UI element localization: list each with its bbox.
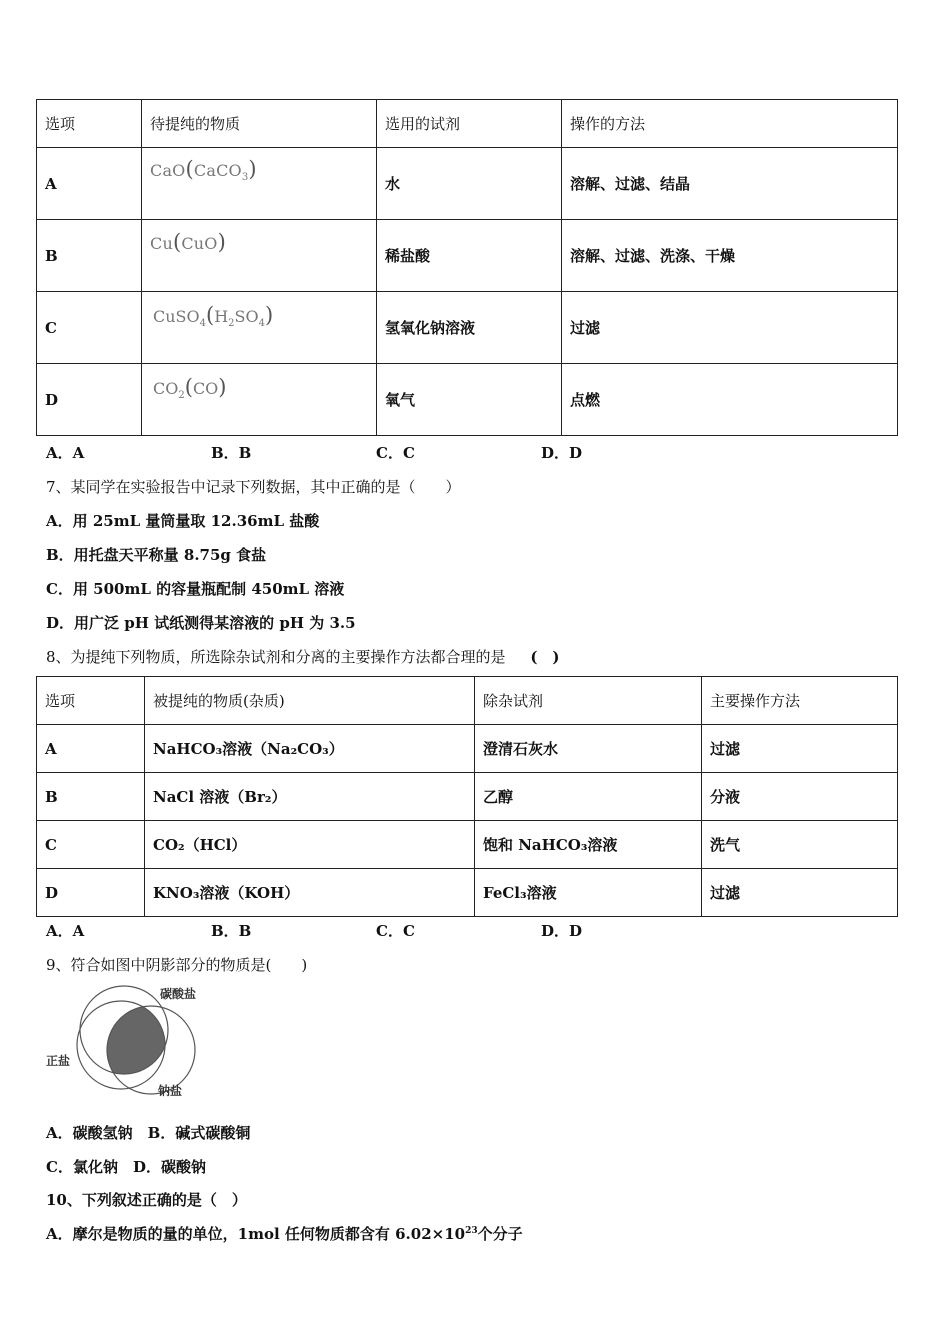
q9-stem: 9、符合如图中阴影部分的物质是( ) xyxy=(46,956,308,974)
substance-cell: CaO(CaCO$_3$) xyxy=(142,148,377,220)
q8-answer-c[interactable]: C．C xyxy=(376,922,415,940)
method-cell: 过滤 xyxy=(562,292,898,364)
method-cell: 溶解、过滤、洗涤、干燥 xyxy=(562,220,898,292)
table-1-header: 待提纯的物质 xyxy=(142,100,377,148)
reagent-cell: 稀盐酸 xyxy=(377,220,562,292)
method-cell: 过滤 xyxy=(702,725,898,773)
table-2-header-row xyxy=(37,677,898,725)
table-1-header-row xyxy=(37,100,898,148)
method-cell: 过滤 xyxy=(702,869,898,917)
option-cell: A xyxy=(37,725,145,773)
answer-option-c[interactable]: C．C xyxy=(376,444,415,462)
q7-stem: 7、某同学在实验报告中记录下列数据，其中正确的是（ ） xyxy=(46,478,461,496)
q7-option-d[interactable]: D．用广泛 pH 试纸测得某溶液的 pH 为 3.5 xyxy=(46,614,356,632)
table-row xyxy=(37,725,898,773)
table-1-header: 操作的方法 xyxy=(562,100,898,148)
substance-cell: NaHCO₃溶液（Na₂CO₃） xyxy=(145,725,475,773)
q8-answer-d[interactable]: D．D xyxy=(541,922,583,940)
q10-stem: 10、下列叙述正确的是（ ） xyxy=(46,1191,247,1209)
method-cell: 分液 xyxy=(702,773,898,821)
label-sodium-salt: 钠盐 xyxy=(158,1084,183,1098)
table-row xyxy=(37,869,898,917)
substance-cell: CO₂（HCl） xyxy=(145,821,475,869)
option-cell: C xyxy=(37,292,142,364)
table-1-header: 选用的试剂 xyxy=(377,100,562,148)
table-row xyxy=(37,148,898,220)
reagent-cell: 乙醇 xyxy=(475,773,702,821)
q8-answer-b[interactable]: B．B xyxy=(211,922,252,940)
q8-answer-a[interactable]: A．A xyxy=(46,922,85,940)
formula-cuso4: $CuSO_4(H_2SO_4)$ xyxy=(153,303,274,329)
substance-cell: KNO₃溶液（KOH） xyxy=(145,869,475,917)
q9-options-line-1[interactable]: A．碳酸氢钠 B．碱式碳酸铜 xyxy=(46,1124,251,1142)
method-cell: 点燃 xyxy=(562,364,898,436)
table-row xyxy=(37,821,898,869)
option-cell: B xyxy=(37,773,145,821)
substance-cell: Cu(CuO) xyxy=(142,220,377,292)
answer-option-d[interactable]: D．D xyxy=(541,444,583,462)
table-2-header: 主要操作方法 xyxy=(702,677,898,725)
option-cell: B xyxy=(37,220,142,292)
method-cell: 溶解、过滤、结晶 xyxy=(562,148,898,220)
option-cell: D xyxy=(37,364,142,436)
label-normal-salt: 正盐 xyxy=(46,1054,71,1068)
q7-option-b[interactable]: B．用托盘天平称量 8.75g 食盐 xyxy=(46,546,267,564)
q7-option-a[interactable]: A．用 25mL 量筒量取 12.36mL 盐酸 xyxy=(46,512,320,530)
table-2-header: 选项 xyxy=(37,677,145,725)
option-cell: A xyxy=(37,148,142,220)
table-2-header: 被提纯的物质(杂质) xyxy=(145,677,475,725)
table-2-header: 除杂试剂 xyxy=(475,677,702,725)
reagent-cell: FeCl₃溶液 xyxy=(475,869,702,917)
formula-co2: $CO_2(CO)$ xyxy=(153,375,227,401)
answer-option-a[interactable]: A．A xyxy=(46,444,85,462)
q7-option-c[interactable]: C．用 500mL 的容量瓶配制 450mL 溶液 xyxy=(46,580,345,598)
reagent-cell: 氢氧化钠溶液 xyxy=(377,292,562,364)
venn-diagram xyxy=(44,985,214,1100)
table-2 xyxy=(36,676,898,917)
reagent-cell: 水 xyxy=(377,148,562,220)
label-carbonate: 碳酸盐 xyxy=(160,987,197,1001)
q8-stem: 8、为提纯下列物质，所选除杂试剂和分离的主要操作方法都合理的是 ( ) xyxy=(46,648,560,666)
option-cell: D xyxy=(37,869,145,917)
reagent-cell: 澄清石灰水 xyxy=(475,725,702,773)
table-1-header: 选项 xyxy=(37,100,142,148)
q9-options-line-2[interactable]: C．氯化钠 D．碳酸钠 xyxy=(46,1158,206,1176)
method-cell: 洗气 xyxy=(702,821,898,869)
reagent-cell: 饱和 NaHCO₃溶液 xyxy=(475,821,702,869)
table-row xyxy=(37,773,898,821)
option-cell: C xyxy=(37,821,145,869)
q10-option-a[interactable]: A．摩尔是物质的量的单位，1mol 任何物质都含有 $6.02\times 10^{23}$个分子 xyxy=(46,1225,523,1243)
table-row xyxy=(37,220,898,292)
reagent-cell: 氧气 xyxy=(377,364,562,436)
substance-cell: NaCl 溶液（Br₂） xyxy=(145,773,475,821)
answer-option-b[interactable]: B．B xyxy=(211,444,252,462)
